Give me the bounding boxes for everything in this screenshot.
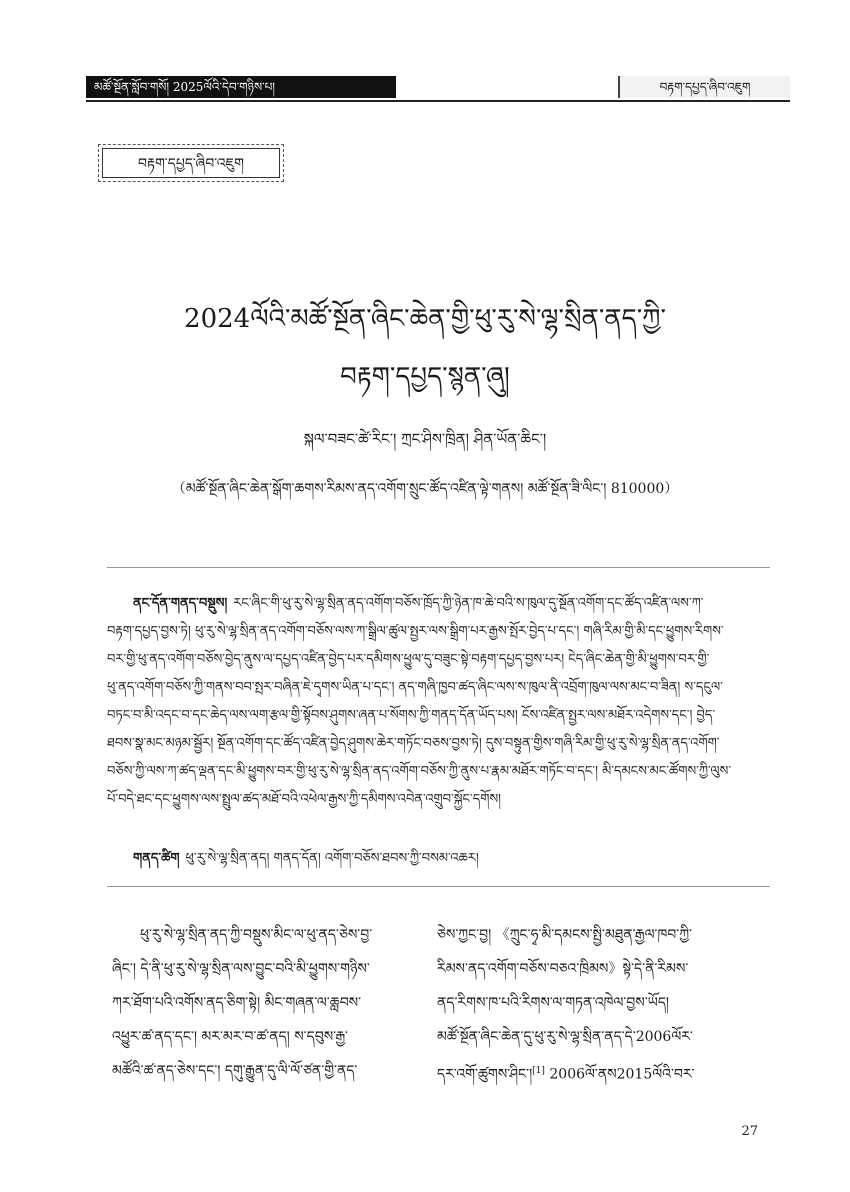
- abstract: [107, 590, 770, 814]
- keywords-label: གནད་ཚིག: [133, 851, 180, 866]
- abstract-line: པོ་བདེ་ཐང་དང་ཕྱུགས་ལས་སྤྲུལ་ཚད་མཐོ་བའི་འཕེལ་རྒྱས་ཀྱི་དམིགས་འབེན་འགྲུབ་སྐྱོང་དགོས།: [107, 792, 502, 807]
- abstract-line: བཏང་བ་མི་འདང་བ་དང་ཆེད་ལས་ལག་རྩལ་གྱི་སྟོབས་ཤུགས་ཞན་པ་སོགས་ཀྱི་གནད་དོན་ཡོད་པས། ངོས་འཛིན་སྤྱར་ལས་མཐོར་འདེགས་དང་། བྱེད་: [107, 708, 716, 723]
- author-list: སྐལ་བཟང་ཚེ་རིང་། ཀྲང་ཤིས་ཁྲིན། ཤིན་ཡོན་ཆིང་།: [303, 430, 547, 448]
- body-line: ནད་རིགས་ཁ་པའི་རིགས་ལ་གཏན་འཁེལ་བྱས་ཡོད།: [437, 995, 670, 1011]
- body-line: [437, 1054, 747, 1092]
- body-line: མཚོའི་ཚ་ནད་ཅེས་དང་། དགུ་རྒྱུན་དུ་ལི་ལོ་ཙན་གྱི་ནད་: [112, 1063, 358, 1079]
- body-line-text: དར་འགོ་ཚུགས་ཤིང་།: [437, 1066, 533, 1083]
- body-line-text: 2006ལོ་ནས2015ལོའི་བར་: [549, 1066, 695, 1083]
- section-badge: [98, 144, 284, 182]
- abstract-bottom-rule: [107, 886, 770, 887]
- body-line: མཚོ་སྔོན་ཞིང་ཆེན་དུ་ཕུ་རུ་སེ་ལྷ་སྲིན་ནད་དེ་2006ལོར་: [437, 1029, 693, 1045]
- body-line: རིམས་ནད་འགོག་བཅོས་བཅའ་ཁྲིམས》སྟེ་དེ་ནི་རིམས་: [437, 961, 689, 977]
- abstract-line: བརྟག་དཔྱད་བྱས་ཏེ། ཕུ་རུ་སེ་ལྷ་སྲིན་ནད་འགོག་བཅོས་ལས་ཀ་སྒྲིལ་ཚུལ་སྤྱར་ལས་སྒྲིག་པར་རྒྱས་སྤོར་བྱེད་པ་དང་། གཞི་རིམ་གྱི་མི་དང་ཕྱུགས་རིགས་: [107, 624, 724, 639]
- abstract-line: བར་གྱི་ཕུ་ནད་འགོག་བཅོས་བྱེད་ནུས་ལ་དཔྱད་འཛིན་བྱེད་པར་དམིགས་ཕྱུལ་དུ་བཟུང་སྟེ་བརྟག་དཔྱད་བྱས་པར། ངེད་ཞིང་ཆེན་གྱི་མི་ཕྱུགས་བར་གྱི་: [107, 652, 710, 667]
- keywords: [107, 846, 770, 872]
- section-badge-label: བརྟག་དཔྱད་ཞིབ་འཇུག: [102, 148, 280, 178]
- header-rule: [86, 100, 790, 102]
- page-number: 27: [741, 1124, 758, 1139]
- abstract-line: བཅོས་ཀྱི་ལས་ཀ་ཚད་ལྡན་དང་མི་ཕྱུགས་བར་གྱི་ཕུ་རུ་སེ་ལྷ་སྲིན་ནད་འགོག་བཅོས་ཀྱི་ནུས་པ་རྣམ་མཐོར་གཏོང་བ་དང་། མི་དམངས་མང་ཚོགས་ཀྱི་ལུས་: [107, 764, 732, 779]
- article-title-line-1: 2024ལོའི་མཚོ་སྔོན་ཞིང་ཆེན་གྱི་ཕུ་རུ་སེ་ལྷ་སྲིན་ནད་ཀྱི་: [184, 304, 666, 334]
- article-title-line-2: བརྟག་དཔྱད་སྙན་ཞུ།: [340, 362, 510, 392]
- citation-marker[interactable]: [1]: [532, 1066, 545, 1076]
- abstract-line: ཐབས་སྣ་མང་མཉམ་སྦྱོར། སྔོན་འགོག་དང་ཚོད་འཛིན་བྱེད་ཤུགས་ཆེར་གཏོང་བཅས་བྱས་ཏེ། དུས་བསྟུན་གྱིས་གཞི་རིམ་གྱི་ཕུ་རུ་སེ་ལྷ་སྲིན་ནད་འགོག་: [107, 736, 720, 751]
- body-line: ཅེས་ཀྱང་བྱ། 《ཀྲུང་ཧྭ་མི་དམངས་སྤྱི་མཐུན་རྒྱལ་ཁབ་ཀྱི་: [437, 927, 692, 943]
- article-title: [80, 290, 770, 406]
- section-header-label: བརྟག་དཔྱད་ཞིབ་འཇུག: [618, 76, 790, 98]
- body-column-right: [437, 918, 747, 1092]
- abstract-line: [107, 590, 770, 618]
- author-affiliation: （མཚོ་སྔོན་ཞིང་ཆེན་སྒོག་ཆགས་རིམས་ནད་འགོག་སྲུང་ཚོད་འཛིན་ལྟེ་གནས། མཚོ་སྔོན་ཟི་ལིང་། 810000）: [171, 481, 679, 497]
- keywords-text: ཕུ་རུ་སེ་ལྷ་སྲིན་ནད། གནད་དོན། འགོག་བཅོས་ཐབས་ཀྱི་བསམ་འཆར།: [185, 851, 479, 866]
- abstract-top-rule: [107, 567, 770, 568]
- body-line: འཕྱུར་ཚ་ནད་དང་། མར་མར་བ་ཚ་ནད། ས་དབུས་རྒྱ་: [112, 1029, 348, 1045]
- body-line: ཞིང་། དེ་ནི་ཕུ་རུ་སེ་ལྷ་སྲིན་ལས་བྱུང་བའི་མི་ཕྱུགས་གཉིས་: [112, 961, 370, 977]
- body-column-left: [112, 918, 422, 1088]
- journal-issue-label: མཚོ་སྔོན་སློབ་གསོ། 2025ལོའི་དེབ་གཉིས་པ།: [86, 76, 396, 98]
- running-header: [60, 76, 790, 100]
- body-line: ཕུ་རུ་སེ་ལྷ་སྲིན་ནད་ཀྱི་བསྡུས་མིང་ལ་ཕུ་ནད་ཅེས་བྱ་: [140, 927, 373, 943]
- abstract-line: ཕུ་ནད་འགོག་བཅོས་ཀྱི་གནས་བབ་སྤར་བཞིན་ཇེ་དྭགས་ཡིན་པ་དང་། ནད་གཞི་ཁྱབ་ཚད་ཞིང་ལས་ས་ཁུལ་ནི་འབྲོག་ཁུལ་ལས་མང་བ་ཟིན། ས་དངུལ་: [107, 680, 723, 695]
- abstract-line-text: རང་ཞིང་གི་ཕུ་རུ་སེ་ལྷ་སྲིན་ནད་འགོག་བཅོས་ཁྲོད་ཀྱི་ཉེན་ཁ་ཆེ་བའི་ས་ཁུལ་དུ་སྔོན་འགོག་དང་ཚོད་འཛིན་ལས་ཀ་: [233, 596, 704, 611]
- abstract-label: ནང་དོན་གནད་བསྡུས།: [133, 596, 228, 611]
- body-line: ཀར་ཐོག་པའི་འགོས་ནད་ཅིག་སྟེ། མིང་གཞན་ལ་ཆླབས་: [112, 995, 362, 1011]
